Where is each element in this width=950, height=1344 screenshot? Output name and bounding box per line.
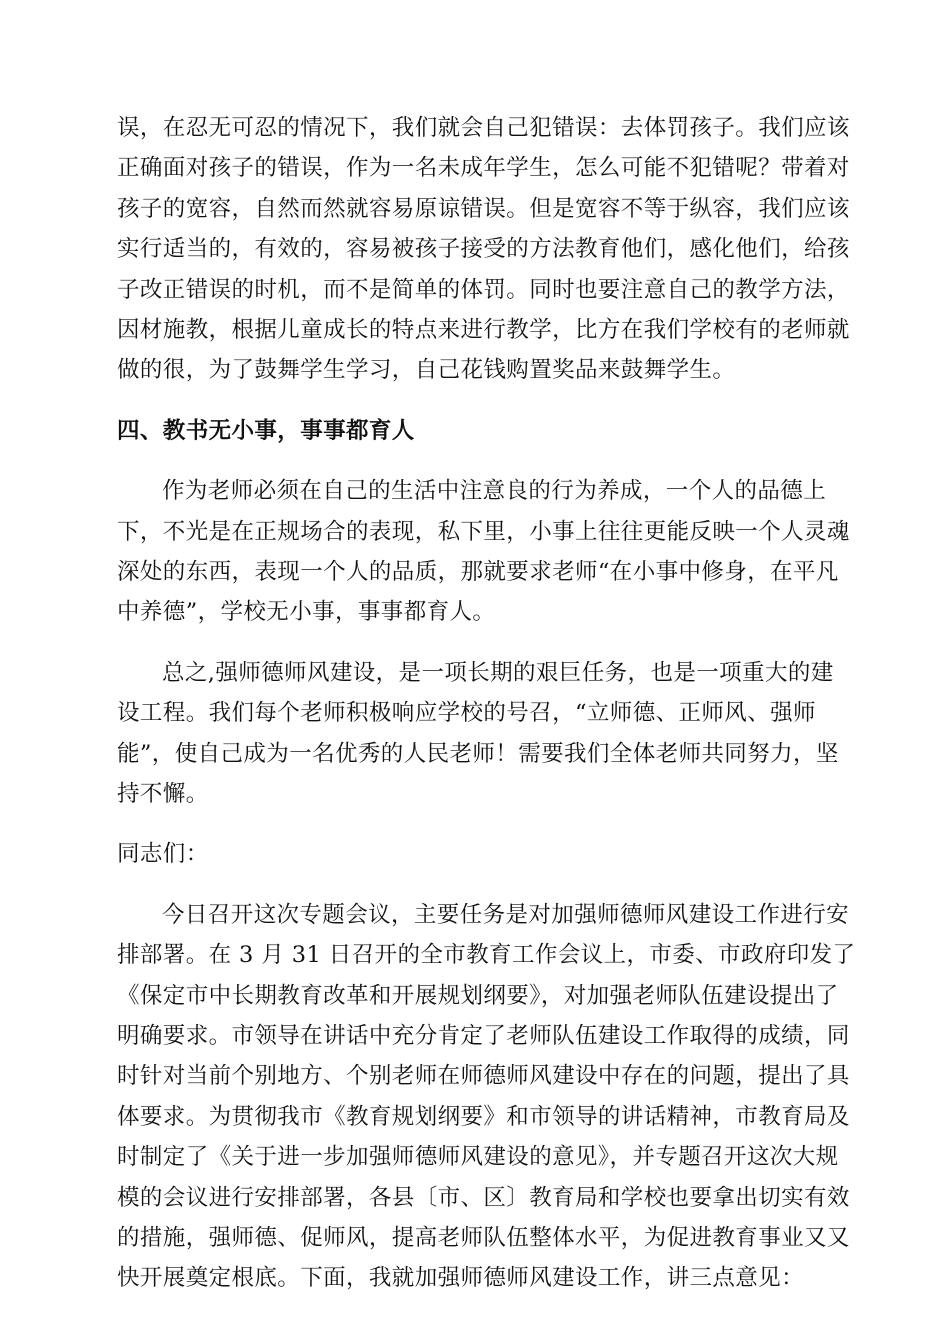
paragraph-line: 能”，使自己成为一名优秀的人民老师！需要我们全体老师共同努力，坚	[117, 740, 839, 767]
section-heading: 四、教书无小事，事事都育人	[117, 417, 415, 444]
paragraph-line: 同志们：	[117, 841, 209, 868]
paragraph-line: 子改正错误的时机，而不是简单的体罚。同时也要注意自己的教学方法，	[117, 276, 850, 303]
paragraph-line: 时针对当前个别地方、个别老师在师德师风建设中存在的问题，提出了具	[117, 1063, 850, 1090]
paragraph-line: 正确面对孩子的错误，作为一名未成年学生，怎么可能不犯错呢？带着对	[117, 155, 850, 182]
paragraph-line: 设工程。我们每个老师积极响应学校的号召，“立师德、正师风、强师	[117, 700, 816, 727]
paragraph-line: 做的很，为了鼓舞学生学习，自己花钱购置奖品来鼓舞学生。	[117, 357, 736, 384]
paragraph-line: 孩子的宽容，自然而然就容易原谅错误。但是宽容不等于纵容，我们应该	[117, 195, 850, 222]
paragraph-line: 作为老师必须在自己的生活中注意良的行为养成，一个人的品德上	[162, 478, 827, 505]
paragraph-line: 中养德”，学校无小事，事事都育人。	[117, 599, 496, 626]
paragraph-line: 体要求。为贯彻我市《教育规划纲要》和市领导的讲话精神，市教育局及	[117, 1103, 850, 1130]
paragraph-line: 的措施，强师德、促师风，提高老师队伍整体水平，为促进教育事业又又	[117, 1225, 850, 1251]
paragraph-line: 深处的东西，表现一个人的品质，那就要求老师“在小事中修身，在平凡	[117, 559, 839, 585]
paragraph-line: 实行适当的，有效的，容易被孩子接受的方法教育他们，感化他们，给孩	[117, 236, 850, 263]
paragraph-line: 排部署。在 3 月 31 日召开的全市教育工作会议上，市委、市政府印发了	[117, 942, 856, 969]
paragraph-line: 总之,强师德师风建设，是一项长期的艰巨任务，也是一项重大的建	[162, 659, 834, 686]
paragraph-line: 《保定市中长期教育改革和开展规划纲要》，对加强老师队伍建设提出了	[117, 982, 839, 1009]
paragraph-line: 因材施教，根据儿童成长的特点来进行教学，比方在我们学校有的老师就	[117, 317, 850, 343]
paragraph-line: 明确要求。市领导在讲话中充分肯定了老师队伍建设工作取得的成绩，同	[117, 1023, 850, 1049]
paragraph-line: 时制定了《关于进一步加强师德师风建设的意见》，并专题召开这次大规	[117, 1144, 839, 1171]
paragraph-line: 持不懈。	[117, 781, 209, 807]
paragraph-line: 今日召开这次专题会议，主要任务是对加强师德师风建设工作进行安	[162, 901, 850, 928]
paragraph-line: 下，不光是在正规场合的表现，私下里，小事上往往更能反映一个人灵魂	[117, 518, 850, 545]
paragraph-line: 快开展奠定根底。下面，我就加强师德师风建设工作，讲三点意见：	[117, 1265, 805, 1292]
paragraph-line: 模的会议进行安排部署，各县〔市、区〕教育局和学校也要拿出切实有效	[117, 1184, 850, 1211]
paragraph-line: 误，在忍无可忍的情况下，我们就会自己犯错误：去体罚孩子。我们应该	[117, 115, 850, 141]
